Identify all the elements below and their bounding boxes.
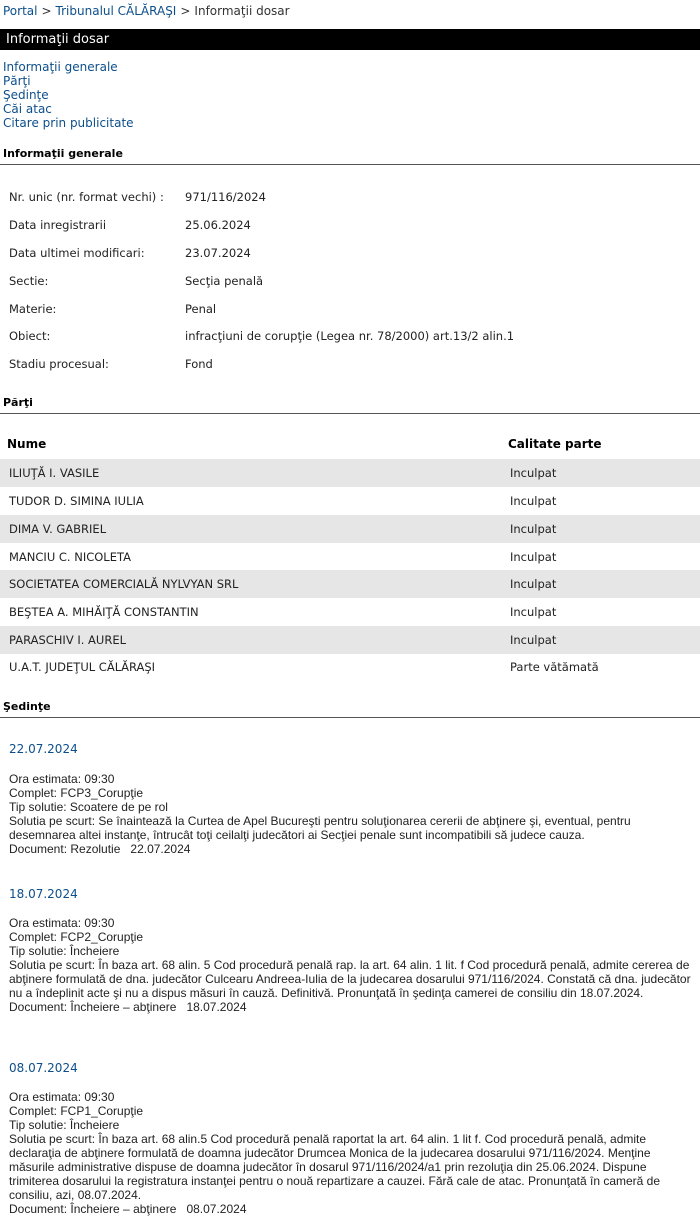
table-row <box>0 653 700 681</box>
section-header-parti <box>0 396 700 414</box>
page-title: Informaţii dosar <box>6 32 110 47</box>
table-row <box>0 570 700 598</box>
section-title: Informaţii generale <box>3 147 123 160</box>
field-label: Materie: <box>9 302 57 316</box>
table-row <box>0 598 700 626</box>
field-label: Stadiu procesual: <box>9 357 109 371</box>
document-label: Document: Încheiere – abţinere <box>9 1000 177 1014</box>
hearing-details <box>9 916 694 1014</box>
anchor-informatii-generale[interactable]: Informaţii generale <box>3 60 118 74</box>
hearing-solution-summary: Solutia pe scurt: Se înaintează la Curtea de Apel Bucureşti pentru soluţionarea cererii de abţinere şi, eventual, pentru desemnarea altei instanţe, întrucât toţi ceilalţi judecători ai Secţiei penale sunt incompatibili să judece cauza. <box>9 814 631 842</box>
document-date: 22.07.2024 <box>130 842 191 856</box>
breadcrumb <box>3 4 290 18</box>
breadcrumb-portal-link[interactable]: Portal <box>3 4 38 18</box>
party-name: BEŞTEA A. MIHĂIŢĂ CONSTANTIN <box>9 605 199 619</box>
column-header-calitate: Calitate parte <box>508 437 602 451</box>
party-role: Inculpat <box>510 494 557 508</box>
party-role: Inculpat <box>510 550 557 564</box>
field-value: 25.06.2024 <box>185 218 251 232</box>
party-name: TUDOR D. SIMINA IULIA <box>9 494 144 508</box>
hearing-solution-type: Tip solutie: Scoatere de pe rol <box>9 800 168 814</box>
breadcrumb-tribunal-link[interactable]: Tribunalul CĂLĂRAŞI <box>55 4 177 18</box>
field-label: Data ultimei modificari: <box>9 246 145 260</box>
hearing-solution-summary: Solutia pe scurt: În baza art. 68 alin. 5 Cod procedură penală rap. la art. 64 alin. 1 lit. f Cod procedură penală, admite cererea de abţinere formulată de dna. judecător Culcearu Andreea-Iulia de la judecarea dosarului 971/116/2024. Constată că dna. judecător nu a îndeplinit acte şi nu a dispus măsuri în cauză. Definitivă. Pronunţată în şedinţa camerei de consiliu din 18.07.2024. <box>9 958 691 1000</box>
hearing-solution-type: Tip solutie: Încheiere <box>9 944 120 958</box>
party-name: ILIUŢĂ I. VASILE <box>9 466 100 480</box>
hearing-solution-summary: Solutia pe scurt: În baza art. 68 alin.5 Cod procedură penală raportat la art. 64 alin. 1 lit f. Cod procedură penală, admite declaraţia de abţinere formulată de doamna judecător Drumcea Monica de la judecarea dosarului 971/116/2024. Menţine măsurile administrative dispuse de doamna judecător în dosarul 971/116/2024/a1 prin rezoluţia din 25.06.2024. Dispune trimiterea dosarului la registratura instanţei pentru o nouă repartizare a cauzei. Fără cale de atac. Pronunţată în cameră de consiliu, azi, 08.07.2024. <box>9 1132 661 1202</box>
party-role: Inculpat <box>510 605 557 619</box>
hearing-panel: Complet: FCP3_Corupţie <box>9 786 144 800</box>
table-row <box>0 487 700 515</box>
section-title: Părţi <box>3 396 33 409</box>
page-title-bar <box>0 29 700 50</box>
hearing-date: 08.07.2024 <box>9 1061 78 1075</box>
table-row <box>0 459 700 487</box>
hearing-time: Ora estimata: 09:30 <box>9 1090 115 1104</box>
anchor-sedinte[interactable]: Şedinţe <box>3 88 49 102</box>
breadcrumb-separator: > <box>180 4 191 18</box>
hearing-time: Ora estimata: 09:30 <box>9 916 115 930</box>
party-name: U.A.T. JUDEŢUL CĂLĂRAŞI <box>9 660 156 674</box>
field-value: infracţiuni de corupţie (Legea nr. 78/2000) art.13/2 alin.1 <box>185 329 515 343</box>
hearing-details <box>9 772 694 856</box>
table-row <box>0 626 700 654</box>
hearing-solution-type: Tip solutie: Încheiere <box>9 1118 120 1132</box>
party-role: Parte vătămată <box>510 660 599 674</box>
hearing-details <box>9 1090 694 1216</box>
column-header-nume: Nume <box>7 437 47 451</box>
party-name: DIMA V. GABRIEL <box>9 522 107 536</box>
anchor-citare-publicitate[interactable]: Citare prin publicitate <box>3 116 134 130</box>
hearing-document <box>9 1000 694 1014</box>
field-value: 971/116/2024 <box>185 190 266 204</box>
table-row <box>0 515 700 543</box>
party-role: Inculpat <box>510 633 557 647</box>
section-anchor-links <box>3 60 134 130</box>
field-value: Fond <box>185 357 213 371</box>
party-role: Inculpat <box>510 466 557 480</box>
field-value: Penal <box>185 302 217 316</box>
breadcrumb-current: Informaţii dosar <box>194 4 290 18</box>
hearing-panel: Complet: FCP1_Corupţie <box>9 1104 144 1118</box>
hearing-date: 22.07.2024 <box>9 742 78 756</box>
table-row <box>0 543 700 571</box>
party-name: PARASCHIV I. AUREL <box>9 633 126 647</box>
party-role: Inculpat <box>510 522 557 536</box>
party-role: Inculpat <box>510 577 557 591</box>
section-title: Şedinţe <box>3 700 51 713</box>
field-value: Secţia penală <box>185 274 264 288</box>
document-date: 18.07.2024 <box>186 1000 247 1014</box>
field-label: Nr. unic (nr. format vechi) : <box>9 190 164 204</box>
document-date: 08.07.2024 <box>186 1202 247 1216</box>
anchor-parti[interactable]: Părţi <box>3 74 31 88</box>
breadcrumb-separator: > <box>41 4 52 18</box>
hearing-document <box>9 1202 694 1216</box>
field-label: Obiect: <box>9 329 51 343</box>
hearing-time: Ora estimata: 09:30 <box>9 772 115 786</box>
document-label: Document: Încheiere – abţinere <box>9 1202 177 1216</box>
section-header-informatii-generale <box>0 147 700 165</box>
field-value: 23.07.2024 <box>185 246 251 260</box>
document-label: Document: Rezolutie <box>9 842 121 856</box>
hearing-document <box>9 842 694 856</box>
party-name: SOCIETATEA COMERCIALĂ NYLVYAN SRL <box>9 577 239 591</box>
field-label: Data inregistrarii <box>9 218 107 232</box>
section-header-sedinte <box>0 700 700 718</box>
anchor-cai-atac[interactable]: Căi atac <box>3 102 52 116</box>
hearing-panel: Complet: FCP2_Corupţie <box>9 930 144 944</box>
hearing-date: 18.07.2024 <box>9 887 78 901</box>
field-label: Sectie: <box>9 274 49 288</box>
party-name: MANCIU C. NICOLETA <box>9 550 131 564</box>
